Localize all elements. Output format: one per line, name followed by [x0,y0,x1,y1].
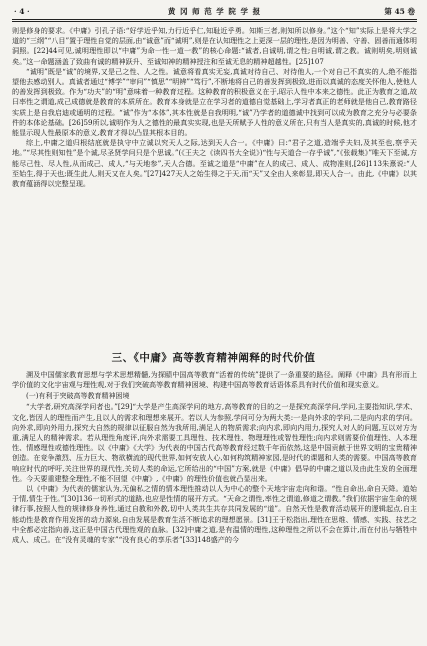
subsection-title: (一)有利于突破高等教育精神困境 [26,392,130,401]
paragraph: 综上,中庸之道归根结底就是执守中立诚以究天人之际,达到天人合一。《中庸》曰:“君子之道,造端乎夫妇,及其至也,察乎天地。”“尽其性则知性”是个诚,尽圣贤学问只是个思诚。”(《王夫之《读四书大全说》)“性与天道合一存乎诚”,“《张载集》”唯天下至诚,方能尽己性、尽人性,从而成己、成人,“与天地参”,天人合德。至诚之道是“中庸”在人的成己、成人、成物准则,[26]113朱熹说:“人至始生,得于天也;既生此人,则天又在人矣。”[27]427天人之始生得之于天,而“天”又全由人来彰显,即天人合一。由此,《中庸》以其教育蕴涵得以完整呈现。 [12,138,417,189]
journal-title: 黄 冈 师 范 学 院 学 报 [167,7,262,16]
volume-label: 第 45 卷 [384,7,415,16]
paragraph: 以《中庸》为代表的儒家认为,无偏私之情的情本理性推动以人为中心的整个天地宇宙走向和谐。“性自命出,命自天降。道始于情,情生于性。”[30]136一切形式的道路,也应是性情的展开方式。“天命之谓性,率性之谓道,修道之谓教。”我们依据宇宙生命的规律行事,按照人性的规律修身养性,通过自教和外教,切中人类共生共存共同发展的“道”。自然天性是教育活动展开的逻辑起点,自主能动性是教育作用发挥的动力源泉,自由发展是教育生活不断追求的理想愿景。[31]王于松指出,理性在思维、情感、实践、技艺之中全都必定指向善,这正是中国古代理性观的血脉。[32]中庸之道,是有温情的理性,这种理性之所以不会在算计,而在付出与牺牲中成人、成己。在“没有灵魂的专家”“没有良心的享乐者”[33]148盛产的今 [12,484,417,545]
paragraph: 则是修身的要求。《中庸》引孔子语:“好学近乎知,力行近乎仁,知耻近乎勇。知斯三者,则知所以修身。”这个“知”实际上是将大学之道的“三纲”“八目”置于理性自觉的层面,由“诚意”而“诚明”,则是在认知理性之上更深一层的理性,是因为明善、守善、固善而通体明洞照。[22]44可见,诚明理性即以“中庸”为命一性一道一教”的核心命题:“诚者,自诚明,谓之性;自明诚,谓之教。诚则明矣,明则诚矣。”这一命题涵盖了致曲有诚的精神跃升、至诚知神的精神授注和至诚无息的精神超越性。[25]107 [12,26,417,66]
paragraph: “大学者,研究高深学问者也。”[29]“大学是产生高深学问的地方,高等教育的目的之一是探究高深学问,学问,主要指知识,学术、文化,皆因人的理性而产生,且以人的需求和理想来展开。若以人为参照,学问可分为两大类:一是向外求的学问,二是向内求的学问。向外求,即向外用力,探究大自然的规律以征服自然为我所用,满足人的物质需求;向内求,即向内用力,探究人对人的问题,互以对方为重,满足人的精神需求。若从理性角度评,向外求需要工具理性、技术理性、物理理性或智性理性;向内求则需要价值理性、人本理性、情感理性或德性理性。以《中庸》《大学》为代表的中国古代高等教育经过数千年而依然,这是中国贡献于世界文明的宝贵精神创造。在竞争激烈、压力巨大、物欲横流的现代世界,如何安放人心,如何构筑精神家园,是时代的课题和人类的需要。中国高等教育响应时代的呼吁,关注世界的现代性,关切人类的命运,它所给出的“中国”方案,就是《中庸》倡导的中庸之道以及由此生发的全面理性。今天要重建整全理性,不能不回望《中庸》,《中庸》的理性价值也就凸显出来。 [12,402,417,483]
paragraph: 溯及中国儒家教育思想与学术思想精髓,为探赜中国高等教育“活着的传统”提供了一条重要的路径。阐释《中庸》具有形而上学价值的文化宇宙观与理性观,对于我们突破高等教育精神困境、构建中国高等教育话语体系具有时代价值和现实意义。 [12,370,417,390]
body-block-2 [12,370,417,545]
section-title: 三、《中庸》高等教育精神阐释的时代价值 [111,352,316,364]
running-header [14,6,415,18]
paragraph: “诚明”既是“诚”的境界,又是己之性、人之性。诚意将看真实无妄,真诚对待自己、对待他人,一个对自己不真实的人,绝不能指望他去感动别人。真诚者通过“博学”“审问”“慎思”“明辨”“笃行”,不断地将自己的善发挥到极致,进而以真诚的态度关怀他人,使他人的善发挥到极致。作为“功夫”的“明”意味着一种教育过程。这种教育的积极意义在于,昭示人性中本来之德性。此正为教育之道,故曰率性之谓道,成己成德就是教育的本质所在。教育本身就是立在学习者的道德自觉基础上,学习者真正的老师就是他自己,教育路径实质上是自我启迪或通明的过程。“诚”作为“本体”,其本性就是自我明明,“诚”乃学者的道德诚中找到可以成为教育之充分与必要条件的本体论基础。[26]59所以,诚明作为人之德性的最真实实现,也是天所赋予人性的意义所在,只有当人是真实的,真诚的时候,他才能显示现人性最原本的意义,教育才得以凸显其根本目的。 [12,66,417,138]
page-number: · 4 · [14,7,30,16]
header-rule-bottom [12,21,417,22]
header-rule-top [12,19,417,20]
body-block-1 [12,26,417,189]
